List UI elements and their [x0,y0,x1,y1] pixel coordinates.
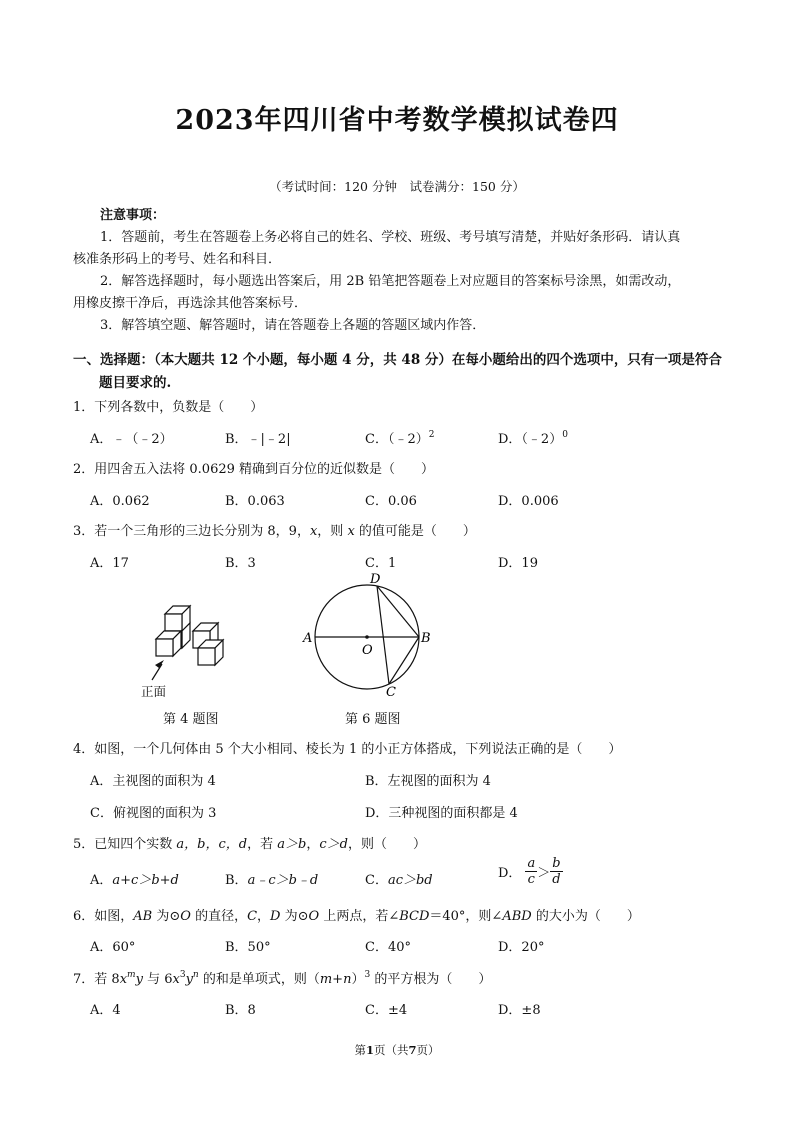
section-heading-cont: 题目要求的. [99,375,172,391]
point-d-label: D [370,572,381,587]
q5-option-c: C．ac＞bd [365,873,433,888]
q6-option-d: D．20° [498,940,545,955]
q3-option-d: D．19 [498,556,538,571]
q2-option-c: C．0.06 [365,494,417,509]
q5-option-d: D． $\frac{a}{c}$ ＞ $\frac{b}{d}$ [498,856,561,887]
q7-option-b: B．8 [225,1003,256,1018]
point-o-label: O [362,643,373,658]
notice-line-1: 1．答题前，考生在答题卷上务必将自己的姓名、学校、班级、考号填写清楚，并贴好条形码．请认真 [100,230,681,245]
q5-option-a: A．a+c＞b+d [90,873,179,888]
q1-option-b: B．﹣|﹣2| [225,432,291,447]
q4-option-c: C．俯视图的面积为 3 [90,806,217,821]
question-3-stem: 3．若一个三角形的三边长分别为 8，9，x，则 x 的值可能是（ ） [73,524,476,539]
q1-option-d: D．（﹣2）$^0$ [498,430,568,447]
point-c-label: C [386,685,396,700]
notice-line-2: 核准条形码上的考号、姓名和科目． [73,252,282,267]
q1-option-a: A．﹣（﹣2） [90,432,173,447]
q2-option-b: B．0.063 [225,494,285,509]
q2-option-a: A．0.062 [90,494,150,509]
figure-4-front-label: 正面 [141,684,167,699]
question-6-stem: 6．如图，AB 为⊙O 的直径，C，D 为⊙O 上两点，若∠BCD＝40°，则∠ABD 的大小为（ ） [73,909,640,924]
q7-option-d: D．±8 [498,1003,541,1018]
point-a-label: A [303,631,313,646]
q4-option-b: B．左视图的面积为 4 [365,774,491,789]
q3-option-b: B．3 [225,556,256,571]
q4-option-d: D．三种视图的面积都是 4 [365,806,518,821]
figure-6-circle [300,570,440,700]
q1-option-c: C．（﹣2）$^2$ [365,430,435,447]
q4-option-a: A．主视图的面积为 4 [90,774,216,789]
figure-4-caption: 第 4 题图 [163,712,219,727]
q3-option-c: C．1 [365,556,397,571]
q3-option-a: A．17 [90,556,129,571]
q6-option-c: C．40° [365,940,411,955]
notice-line-3: 2．解答选择题时，每小题选出答案后，用 2B 铅笔把答题卷上对应题目的答案标号涂黑，如需改动， [100,274,681,289]
question-2-stem: 2．用四舍五入法将 0.0629 精确到百分位的近似数是（ ） [73,462,435,477]
q6-option-b: B．50° [225,940,271,955]
q2-option-d: D．0.006 [498,494,559,509]
exam-info: （考试时间：120 分钟 试卷满分：150 分） [269,179,525,194]
question-1-stem: 1．下列各数中，负数是（ ） [73,400,264,415]
notice-line-4: 用橡皮擦干净后，再选涂其他答案标号． [73,296,308,311]
q6-option-a: A．60° [90,940,136,955]
question-7-stem: 7．若 $8x^my$ 与 $6x^3y^n$ 的和是单项式，则$(m+n)^3$ 的平方根为（ ） [73,970,492,987]
question-4-stem: 4．如图，一个几何体由 5 个大小相同、棱长为 1 的小正方体搭成，下列说法正确的是（ ） [73,742,622,757]
question-5-stem: 5．已知四个实数 a，b，c，d，若 a＞b，c＞d，则（ ） [73,837,426,852]
notice-heading: 注意事项： [100,208,166,223]
q7-option-c: C．±4 [365,1003,408,1018]
q7-option-a: A．4 [90,1003,121,1018]
q5-option-b: B．a﹣c＞b﹣d [225,873,319,888]
notice-line-5: 3．解答填空题、解答题时，请在答题卷上各题的答题区域内作答． [100,318,486,333]
page-title: 2023年四川省中考数学模拟试卷四 [175,105,619,136]
page-footer: 第1页（共7页） [354,1043,440,1057]
section-heading: 一、选择题：（本大题共 12 个小题，每小题 4 分，共 48 分）在每小题给出的四个选项中，只有一项是符合 [73,352,722,368]
figure-6-caption: 第 6 题图 [345,712,401,727]
point-b-label: B [421,631,431,646]
